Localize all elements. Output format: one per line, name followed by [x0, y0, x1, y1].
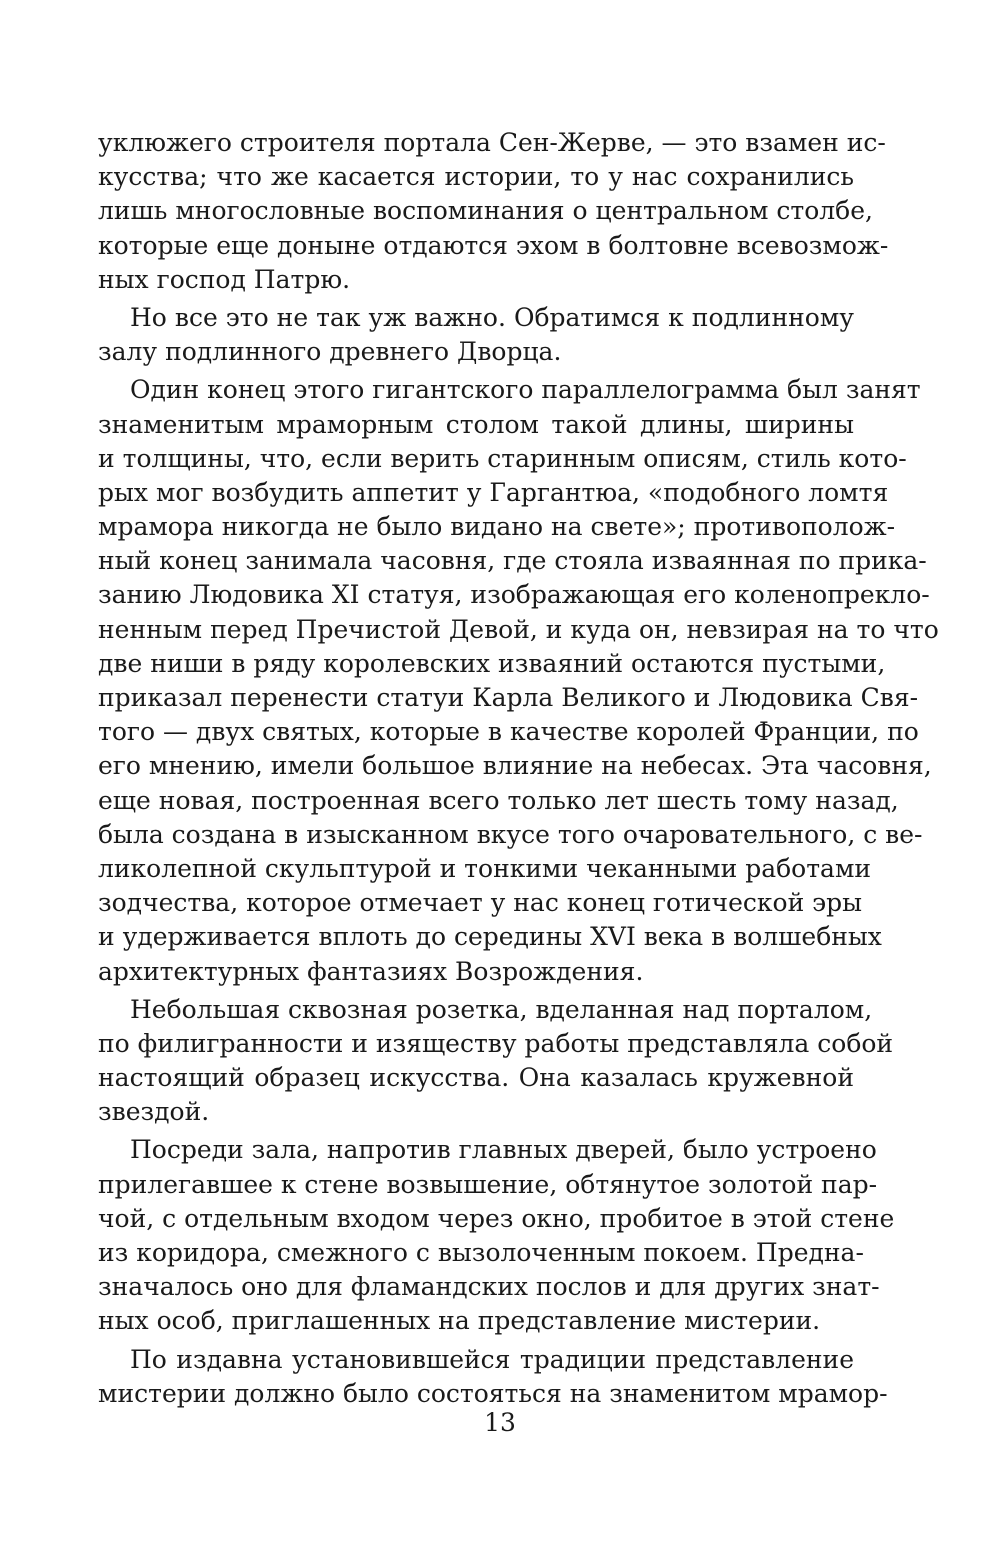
- text-line: зодчества, которое отмечает у нас конец готической эры: [98, 888, 863, 918]
- text-line: две ниши в ряду королевских изваяний остаются пустыми,: [98, 648, 886, 678]
- text-line: Небольшая сквозная розетка, вделанная над порталом,: [130, 994, 873, 1024]
- text-line: и толщины, что, если верить старинным описям, стиль кото-: [98, 443, 907, 473]
- text-line: знаменитым мраморным столом такой длины, ширины: [98, 409, 854, 439]
- text-line: По издавна установившейся традиции представление: [130, 1344, 854, 1374]
- paragraph: [98, 373, 939, 988]
- paragraph: [98, 126, 889, 297]
- paragraph: [98, 1343, 888, 1411]
- text-line: ных особ, приглашенных на представление мистерии.: [98, 1306, 821, 1336]
- text-line: уклюжего строителя портала Сен-Жерве, — это взамен ис-: [98, 128, 886, 157]
- text-line: которые еще доныне отдаются эхом в болтовне всевозмож-: [98, 230, 889, 260]
- page-body: [98, 126, 939, 1415]
- text-line: по филигранности и изяществу работы представляла собой: [98, 1028, 894, 1058]
- text-line: значалось оно для фламандских послов и для других знат-: [98, 1272, 880, 1302]
- paragraph: [98, 301, 854, 369]
- text-line: ликолепной скульптурой и тонкими чеканными работами: [98, 853, 872, 883]
- paragraph: [98, 993, 894, 1130]
- text-line: прилегавшее к стене возвышение, обтянутое золотой пар-: [98, 1169, 878, 1199]
- text-line: еще новая, построенная всего только лет шесть тому назад,: [98, 785, 899, 815]
- text-line: приказал перенести статуи Карла Великого и Людовика Свя-: [98, 683, 919, 712]
- text-line: мрамора никогда не было видано на свете»; противополож-: [98, 512, 896, 542]
- text-line: ненным перед Пречистой Девой, и куда он, невзирая на то что: [98, 614, 939, 644]
- text-line: мистерии должно было состояться на знаменитом мрамор-: [98, 1378, 888, 1408]
- text-line: Один конец этого гигантского параллелограмма был занят: [130, 375, 921, 405]
- text-line: его мнению, имели большое влияние на небесах. Эта часовня,: [98, 751, 932, 781]
- text-line: звездой.: [98, 1097, 210, 1127]
- text-line: ный конец занимала часовня, где стояла изваянная по прика-: [98, 546, 927, 576]
- text-line: рых мог возбудить аппетит у Гаргантюа, «подобного ломтя: [98, 477, 889, 507]
- text-line: залу подлинного древнего Дворца.: [98, 337, 562, 367]
- text-line: архитектурных фантазиях Возрождения.: [98, 956, 644, 986]
- text-line: лишь многословные воспоминания о центральном столбе,: [98, 196, 873, 226]
- paragraph: [98, 1133, 895, 1338]
- text-line: из коридора, смежного с вызолоченным покоем. Предна-: [98, 1238, 864, 1267]
- text-line: чой, с отдельным входом через окно, пробитое в этой стене: [98, 1203, 895, 1233]
- text-line: того — двух святых, которые в качестве королей Франции, по: [98, 717, 919, 747]
- page-number: 13: [484, 1408, 516, 1437]
- text-line: настоящий образец искусства. Она казалась кружевной: [98, 1063, 854, 1093]
- text-line: Но все это не так уж важно. Обратимся к подлинному: [130, 302, 854, 332]
- text-line: была создана в изысканном вкусе того очаровательного, с ве-: [98, 819, 923, 849]
- text-line: и удерживается вплоть до середины XVI века в волшебных: [98, 922, 882, 952]
- text-line: Посреди зала, напротив главных дверей, было устроено: [130, 1135, 877, 1165]
- text-line: занию Людовика XI статуя, изображающая его коленопрекло-: [98, 580, 930, 610]
- text-line: ных господ Патрю.: [98, 264, 351, 294]
- text-line: кусства; что же касается истории, то у нас сохранились: [98, 162, 854, 192]
